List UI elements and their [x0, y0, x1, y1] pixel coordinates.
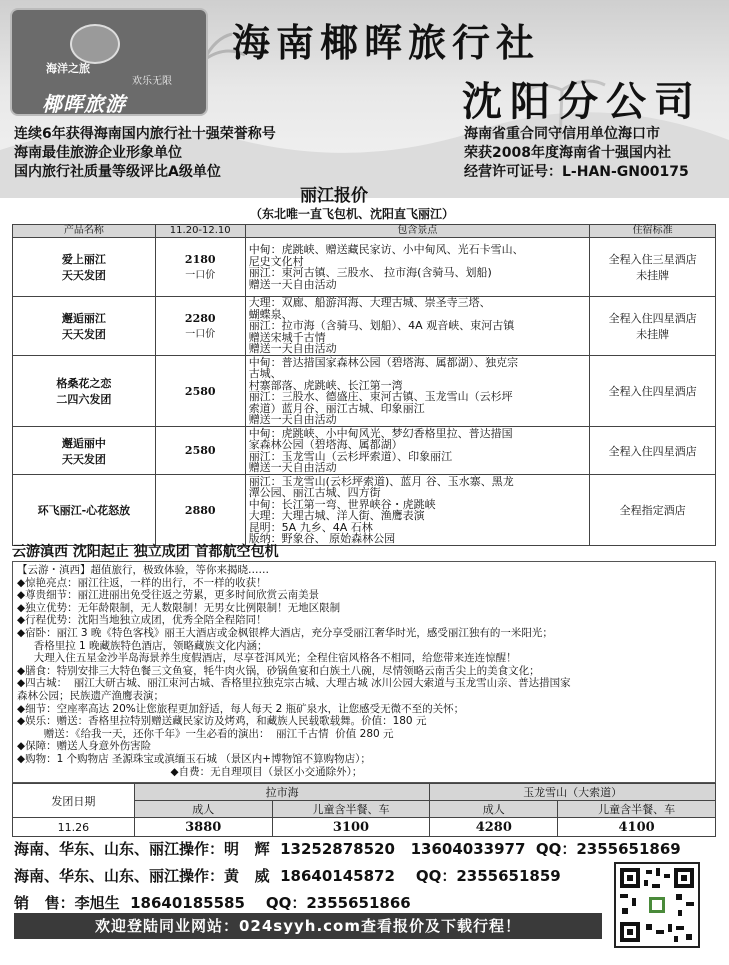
product-price: 2880	[155, 475, 245, 546]
col-header: 11.20-12.10	[155, 225, 245, 238]
itinerary-line: ◆宿卧：丽江 3 晚《特色客栈》丽王大酒店或金枫银桦大酒店，充分享受丽江奢华时光，感受丽江独有的一米阳光；	[17, 626, 553, 639]
price-table	[12, 224, 716, 546]
price-cell: 4280	[430, 818, 558, 837]
product-spots: 丽江：玉龙雪山(云杉坪索道)、蓝月 谷、玉水寨、黑龙 潭公园、丽江古城、四方街 中甸：长江第一弯、世界峡谷・虎跳峡 大理：大理古城、洋人街、渔鹰表演 昆明：5A 九乡、4A 石林 版纳：野象谷、 原始森林公园	[245, 475, 589, 546]
itinerary-line: 大理入住五星金沙半岛海景养生度假酒店，尽享苍洱风光；全程住宿风格各不相同，给您带来连连惊醒！	[17, 652, 517, 665]
honors-left	[14, 125, 276, 182]
sub-header: 儿童含半餐、车	[272, 801, 430, 818]
itinerary-line: 赠送：《给我一天，还你千年》一生必看的演出： 丽江千古情 价值 280 元	[17, 727, 394, 740]
contact-line	[14, 892, 411, 913]
col-header: 产品名称	[13, 225, 156, 238]
col-header: 住宿标准	[590, 225, 716, 238]
product-price: 2580	[155, 427, 245, 475]
product-spots: 大理：双廊、船游洱海、大理古城、崇圣寺三塔、 蝴蝶泉、 丽江：拉市海（含骑马、划船）、4A 观音峡、束河古镇 赠送宋城千古情 赠送一天自由活动	[245, 297, 589, 356]
departure-price-table	[12, 783, 716, 837]
branch-title: 沈阳分公司	[462, 79, 702, 125]
sub-header: 成人	[430, 801, 558, 818]
product-name: 格桑花之恋 二四六发团	[13, 356, 156, 427]
license-number: 经营许可证号：L-HAN-GN00175	[464, 164, 689, 180]
table-row	[13, 238, 716, 297]
qr-code[interactable]	[614, 862, 700, 948]
logo-brand: 椰晖旅游	[42, 92, 126, 116]
price-cell: 3100	[272, 818, 430, 837]
itinerary-line: ◆自费：无自理项目（景区小交通除外）；	[17, 765, 363, 778]
product-spots: 中甸：虎跳峡、小中甸风光、梦幻香格里拉、普达措国 家森林公园（碧塔海、属都湖） 丽江：玉龙雪山（云杉坪索道）、印象丽江 赠送一天自由活动	[245, 427, 589, 475]
honor-line: 连续6年获得海南国内旅行社十强荣誉称号	[14, 126, 276, 142]
itinerary-line: ◆购物：1 个购物店 圣源珠宝或滇缅玉石城 （景区内+博物馆不算购物店）；	[17, 752, 371, 765]
contact-label: 海南、华东、山东、丽江操作：明 辉	[14, 840, 270, 858]
contact-qq: QQ：2355651859	[415, 867, 561, 885]
company-logo	[10, 8, 208, 116]
product-spots: 中甸：普达措国家森林公园（碧塔海、属都湖）、独克宗 古城、 村寨部落、虎跳峡、长江第一湾 丽江：三股水、德盛庄、束河古镇、玉龙雪山（云杉坪 索道）蓝月谷、丽江古城、印象丽江 赠送一天自由活动	[245, 356, 589, 427]
itinerary-line: ◆尊贵细节：丽江进丽出免受往返之劳累，更多时间欣赏云南美景	[17, 589, 320, 602]
section-title: 丽江报价	[300, 186, 368, 206]
table-header-row	[13, 225, 716, 238]
price-cell: 3880	[134, 818, 272, 837]
product-price	[155, 238, 245, 297]
product-name: 环飞丽江-心花怒放	[13, 475, 156, 546]
price-value: 2280	[184, 312, 216, 325]
yunyou-itinerary	[12, 561, 716, 783]
contact-phones: 13252878520 13604033977	[280, 840, 526, 858]
product-price: 2580	[155, 356, 245, 427]
product-hotel: 全程入住四星酒店	[590, 356, 716, 427]
itinerary-line: 香格里拉 1 晚藏族特色酒店，领略藏族文化内涵；	[17, 639, 268, 652]
honor-line: 海南最佳旅游企业形象单位	[14, 145, 182, 161]
price-note: 一口价	[185, 270, 216, 281]
honor-line: 荣获2008年度海南省十强国内社	[464, 145, 671, 161]
itinerary-line: ◆保障：赠送人身意外伤害险	[17, 740, 152, 753]
sub-header: 成人	[134, 801, 272, 818]
itinerary-line: ◆行程优势：沈阳当地独立成团，优秀全陪全程陪同！	[17, 614, 267, 627]
departure-date-label: 发团日期	[13, 784, 135, 818]
price-note: 一口价	[185, 329, 216, 340]
group-header: 玉龙雪山（大索道）	[430, 784, 716, 801]
product-spots: 中甸：虎跳峡、赠送藏民家访、小中甸风、光石卡雪山、 尼史文化村 丽江：束河古镇、三股水、 拉市海(含骑马、划船) 赠送一天自由活动	[245, 238, 589, 297]
itinerary-line: ◆娱乐：赠送：香格里拉特别赠送藏民家访及烤鸡，和藏族人民载歌载舞。价值：180 元	[17, 715, 427, 728]
section-subtitle: （东北唯一直飞包机、沈阳直飞丽江）	[250, 207, 455, 221]
website-banner[interactable]: 欢迎登陆同业网站：024syyh.com查看报价及下载行程！	[14, 913, 602, 939]
contact-phones: 18640145872	[280, 867, 395, 885]
logo-slogan-1: 海洋之旅	[46, 62, 90, 75]
itinerary-line: 【云游・滇西】超值旅行，极致体验，等你来揭晓……	[17, 564, 269, 576]
contact-label: 海南、华东、山东、丽江操作：黄 威	[14, 867, 270, 885]
itinerary-line: ◆四古城： 丽江大研古城、丽江束河古城、香格里拉独克宗古城、大理古城 冰川公园大索道与玉龙雪山亲、普达措国家	[17, 677, 571, 690]
itinerary-line: ◆独立优势：无年龄限制，无人数限制！无男女比例限制！无地区限制	[17, 601, 341, 614]
logo-slogan-2: 欢乐无限	[132, 76, 172, 87]
honor-line: 海南省重合同守信用单位海口市	[464, 126, 660, 142]
honors-right	[464, 125, 689, 182]
itinerary-line: ◆惊艳亮点：丽江往返，一样的出行，不一样的收获！	[17, 576, 267, 589]
table-row	[13, 297, 716, 356]
itinerary-line: ◆膳食：特别安排三大特色餐三文鱼宴，牦牛肉火锅，砂锅鱼宴和白族土八碗，尽情领略云南舌尖上的美食文化；	[17, 664, 540, 677]
departure-date: 11.26	[13, 818, 135, 837]
contact-line	[14, 865, 561, 886]
group-header: 拉市海	[134, 784, 430, 801]
qr-code-icon	[616, 864, 698, 946]
price-cell: 4100	[558, 818, 716, 837]
product-hotel: 全程入住四星酒店	[590, 427, 716, 475]
contact-qq: QQ：2355651869	[535, 840, 681, 858]
product-hotel: 全程指定酒店	[590, 475, 716, 546]
product-name: 邂逅丽江 天天发团	[13, 297, 156, 356]
departure-row	[13, 818, 716, 837]
product-name: 爱上丽江 天天发团	[13, 238, 156, 297]
contact-label: 销 售：李旭生	[14, 894, 120, 912]
honor-line: 国内旅行社质量等级评比A级单位	[14, 164, 221, 180]
table-row	[13, 356, 716, 427]
price-value: 2180	[184, 253, 216, 266]
product-hotel: 全程入住四星酒店 未挂牌	[590, 297, 716, 356]
product-hotel: 全程入住三星酒店 未挂牌	[590, 238, 716, 297]
contact-qq: QQ：2355651866	[265, 894, 411, 912]
contact-line	[14, 838, 681, 859]
product-price	[155, 297, 245, 356]
departure-group-row	[13, 784, 716, 801]
itinerary-line: ◆细节：空座率高达 20%让您旅程更加舒适，每人每天 2 瓶矿泉水，让您感受无微不至的关怀；	[17, 702, 465, 715]
contact-phones: 18640185585	[130, 894, 245, 912]
company-title: 海南椰晖旅行社	[232, 21, 541, 65]
table-row	[13, 427, 716, 475]
col-header: 包含景点	[245, 225, 589, 238]
yunyou-title: 云游滇西 沈阳起止 独立成团 首都航空包机	[12, 544, 279, 560]
itinerary-lines	[13, 562, 715, 780]
table-row	[13, 475, 716, 546]
itinerary-line: 森林公园；民族遗产渔鹰表演；	[17, 689, 164, 702]
product-name: 邂逅丽中 天天发团	[13, 427, 156, 475]
globe-icon	[70, 24, 120, 64]
sub-header: 儿童含半餐、车	[558, 801, 716, 818]
